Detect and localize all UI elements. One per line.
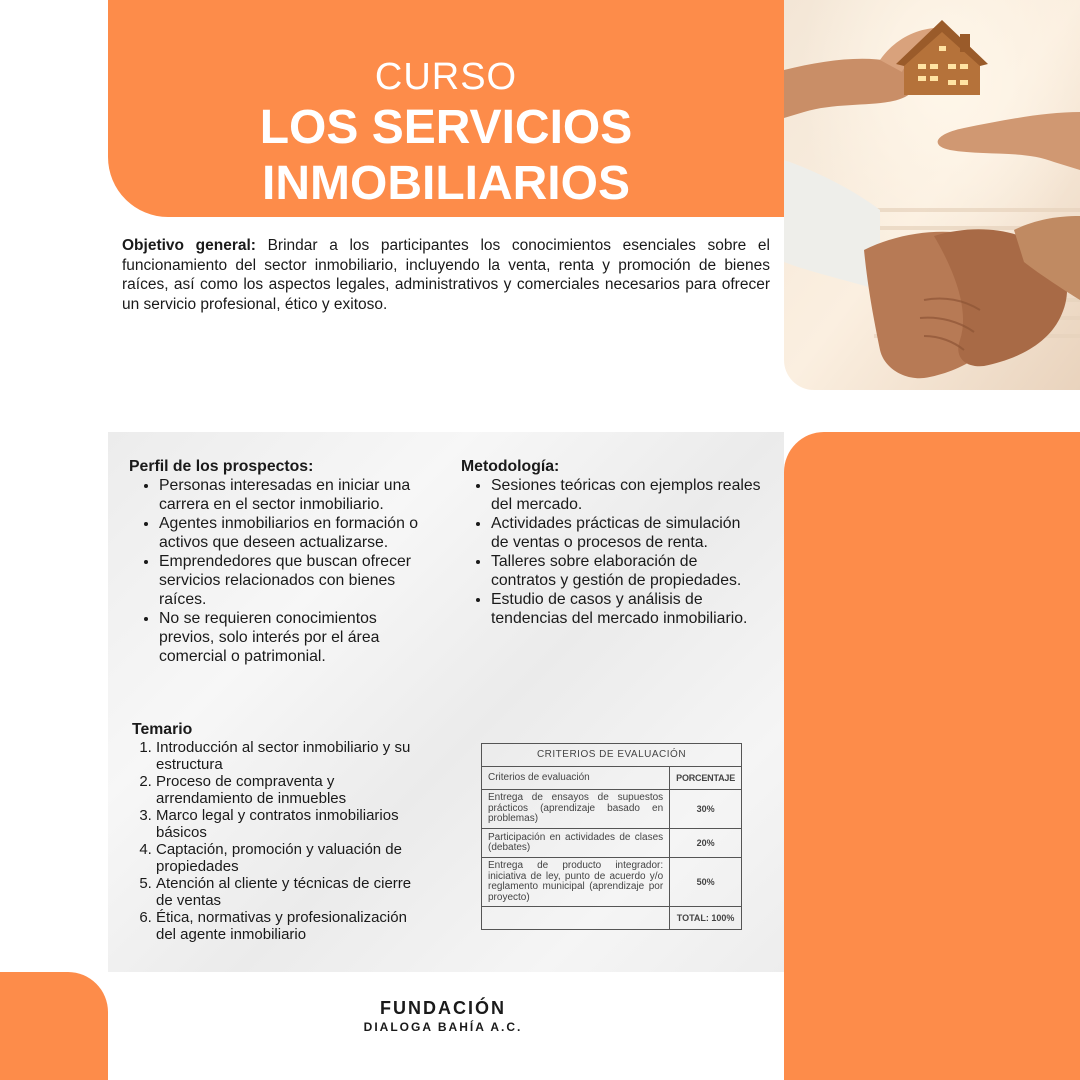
header-banner (108, 0, 808, 217)
profile-section (129, 457, 419, 666)
decorative-corner-block (0, 972, 108, 1080)
profile-title: Perfil de los prospectos: (129, 458, 314, 475)
profile-list (129, 476, 419, 666)
list-item: • Estudio de casos y análisis de tendencias del mercado inmobiliario. (491, 590, 761, 628)
course-title (108, 100, 784, 212)
total-cell: TOTAL: 100% (670, 907, 742, 930)
percent-cell: 30% (670, 790, 742, 829)
list-item: 1. Introducción al sector inmobiliario y su estructura (156, 739, 424, 773)
table-caption: CRITERIOS DE EVALUACIÓN (482, 744, 742, 767)
criterion-cell: Participación en actividades de clases (debates) (482, 829, 670, 858)
list-item: • Emprendedores que buscan ofrecer servicios relacionados con bienes raíces. (159, 552, 419, 609)
list-item: 4. Captación, promoción y valuación de propiedades (156, 841, 424, 875)
table-row (482, 790, 742, 829)
syllabus-list (132, 739, 424, 943)
table-row (482, 829, 742, 858)
course-title-line-2: INMOBILIARIOS (262, 157, 630, 210)
foundation-name-line-1: FUNDACIÓN (380, 998, 506, 1018)
handshake-house-illustration (784, 0, 1080, 390)
criterion-cell: Entrega de ensayos de supuestos prácticos (aprendizaje basado en problemas) (482, 790, 670, 829)
syllabus-section (132, 720, 424, 943)
syllabus-title: Temario (132, 721, 193, 738)
column-header-criteria: Criterios de evaluación (482, 767, 670, 790)
table-caption-row (482, 744, 742, 767)
table-row (482, 858, 742, 907)
course-title-line-1: LOS SERVICIOS (259, 101, 633, 154)
column-header-percent: PORCENTAJE (670, 767, 742, 790)
table-header-row (482, 767, 742, 790)
foundation-name-line-2: DIALOGA BAHÍA A.C. (363, 1020, 523, 1034)
list-item: • Sesiones teóricas con ejemplos reales del mercado. (491, 476, 761, 514)
table-total-row (482, 907, 742, 930)
empty-cell (482, 907, 670, 930)
objective-paragraph (122, 236, 770, 314)
objective-text: Brindar a los participantes los conocimientos esenciales sobre el funcionamiento del sector inmobiliario, incluyendo la venta, renta y promoción de bienes raíces, así como los aspectos legales, administrativos y comerciales necesarios para ofrecer un servicio profesional, ético y exitoso. (122, 237, 770, 313)
methodology-title: Metodología: (461, 458, 560, 475)
course-kicker: CURSO (374, 56, 518, 98)
methodology-section (461, 457, 761, 628)
list-item: • Personas interesadas en iniciar una carrera en el sector inmobiliario. (159, 476, 419, 514)
hero-photo (784, 0, 1080, 390)
evaluation-table (481, 743, 742, 930)
list-item: 3. Marco legal y contratos inmobiliarios básicos (156, 807, 424, 841)
criterion-cell: Entrega de producto integrador: iniciativa de ley, punto de acuerdo y/o reglamento municipal (aprendizaje por proyecto) (482, 858, 670, 907)
list-item: 2. Proceso de compraventa y arrendamiento de inmuebles (156, 773, 424, 807)
decorative-right-block (784, 432, 1080, 1080)
list-item: • No se requieren conocimientos previos, solo interés por el área comercial o patrimonial. (159, 609, 419, 666)
list-item: • Actividades prácticas de simulación de ventas o procesos de renta. (491, 514, 761, 552)
percent-cell: 20% (670, 829, 742, 858)
percent-cell: 50% (670, 858, 742, 907)
objective-label: Objetivo general: (122, 237, 256, 254)
methodology-list (461, 476, 761, 628)
list-item: 6. Ética, normativas y profesionalización del agente inmobiliario (156, 909, 424, 943)
list-item: • Talleres sobre elaboración de contratos y gestión de propiedades. (491, 552, 761, 590)
list-item: 5. Atención al cliente y técnicas de cierre de ventas (156, 875, 424, 909)
list-item: • Agentes inmobiliarios en formación o activos que deseen actualizarse. (159, 514, 419, 552)
